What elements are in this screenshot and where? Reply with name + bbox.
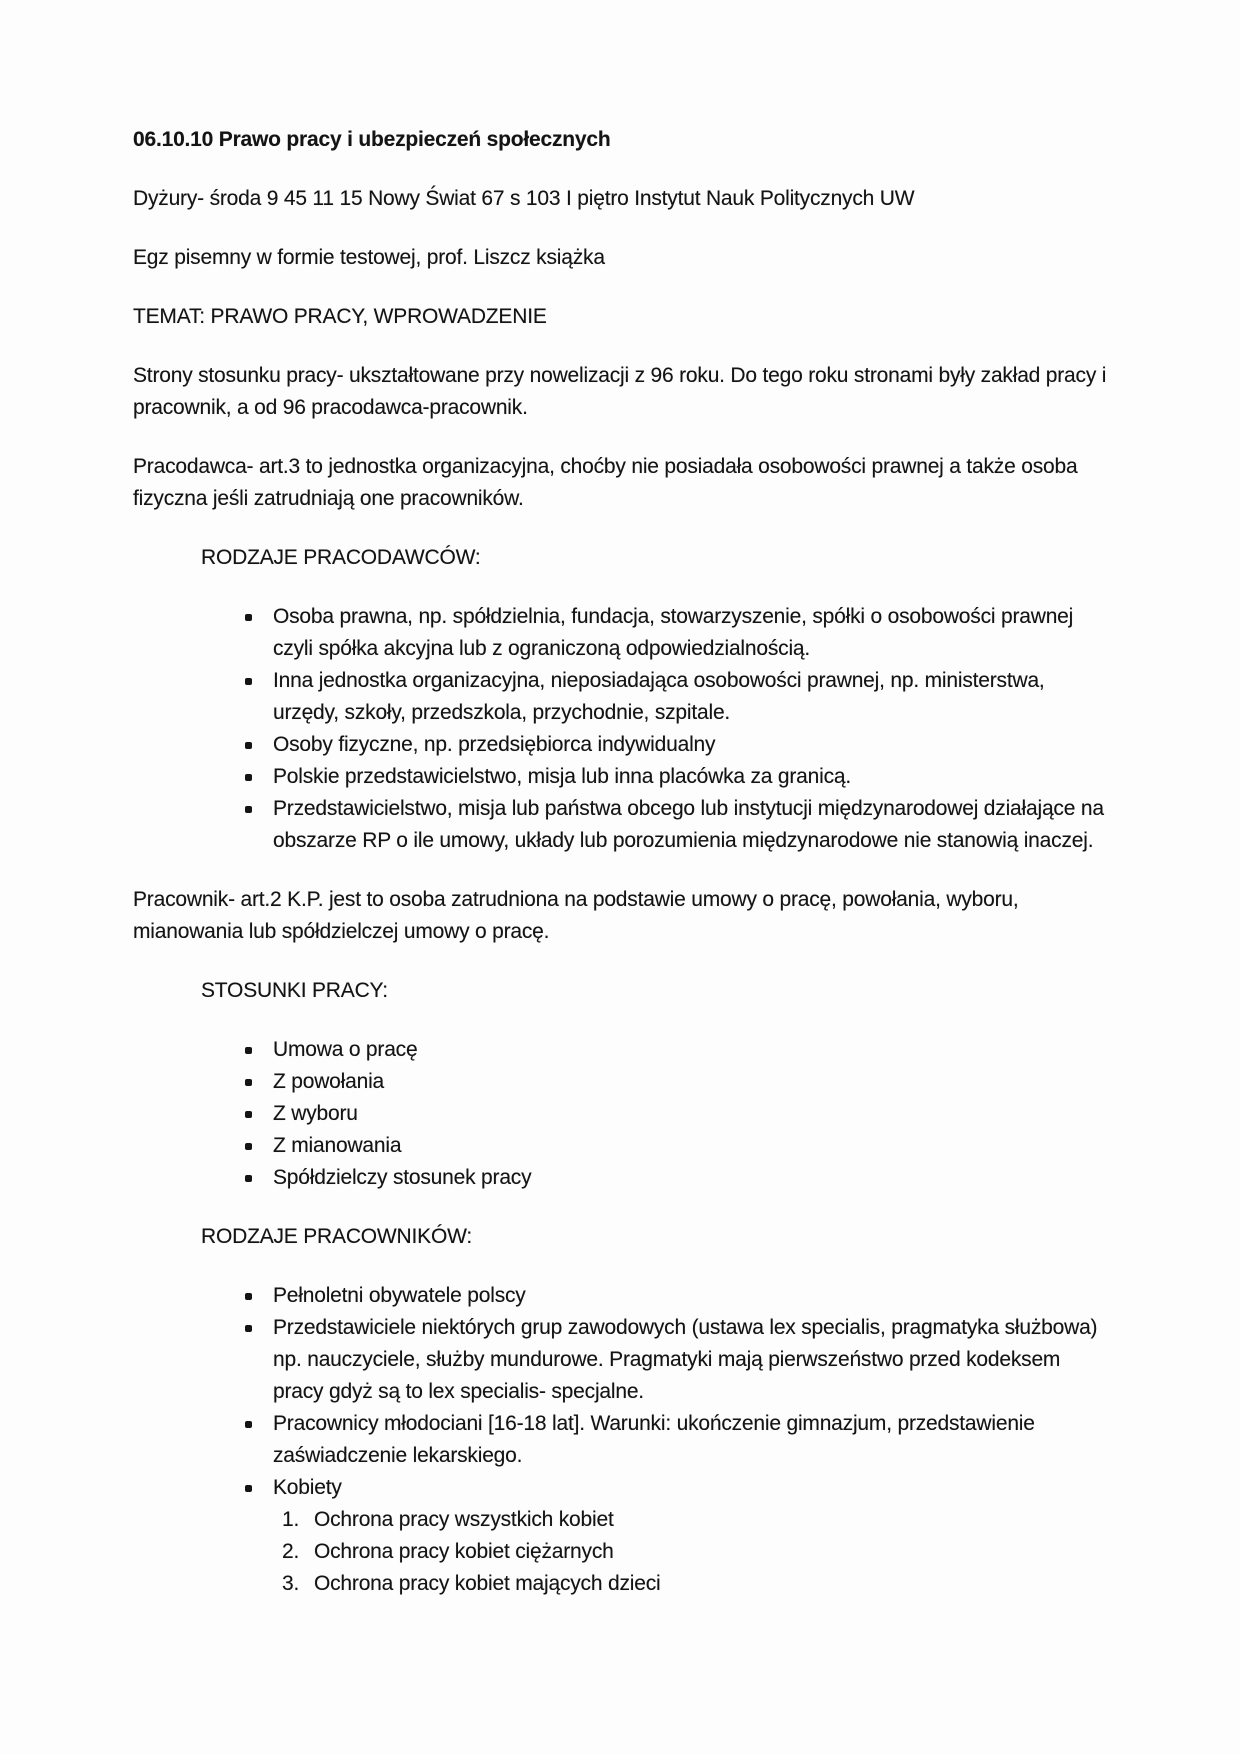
numbered-sub-item: [133, 1536, 1107, 1568]
list-item: [133, 761, 1107, 793]
list-item-text: Pełnoletni obywatele polscy: [273, 1284, 526, 1307]
para-pracodawca-definition: Pracodawca- art.3 to jednostka organizacyjna, choćby nie posiadała osobowości prawnej a także osoba fizyczna jeśli zatrudniają one pracowników.: [133, 455, 1078, 510]
list-item: [133, 1034, 1107, 1066]
list-item: [133, 1098, 1107, 1130]
list-item-text: Osoby fizyczne, np. przedsiębiorca indywidualny: [273, 733, 716, 756]
doc-title: 06.10.10 Prawo pracy i ubezpieczeń społecznych: [133, 128, 611, 151]
list-item-text: Osoba prawna, np. spółdzielnia, fundacja, stowarzyszenie, spółki o osobowości prawnej czyli spółka akcyjna lub z ograniczoną odpowiedzialnością.: [273, 605, 1074, 660]
sub-item-text: Ochrona pracy kobiet mających dzieci: [314, 1572, 661, 1595]
list-item-text: Z mianowania: [273, 1134, 402, 1157]
numbered-sub-item: [133, 1504, 1107, 1536]
numbered-sub-item: [133, 1568, 1107, 1600]
heading-rodzaje-pracownikow: RODZAJE PRACOWNIKÓW:: [201, 1225, 472, 1248]
list-item: [133, 1472, 1107, 1504]
list-item: [133, 1162, 1107, 1194]
para-pracownik-definition: Pracownik- art.2 K.P. jest to osoba zatrudniona na podstawie umowy o pracę, powołania, wyboru, mianowania lub spółdzielczej umowy o pracę.: [133, 888, 1019, 943]
sub-item-number: 3.: [282, 1572, 300, 1595]
para-strony-stosunku-pracy: Strony stosunku pracy- ukształtowane przy nowelizacji z 96 roku. Do tego roku stronami były zakład pracy i pracownik, a od 96 pracodawca-pracownik.: [133, 364, 1107, 419]
office-hours-line: Dyżury- środa 9 45 11 15 Nowy Świat 67 s 103 I piętro Instytut Nauk Politycznych UW: [133, 187, 915, 210]
list-item: [133, 729, 1107, 761]
exam-info-line: Egz pisemny w formie testowej, prof. Liszcz książka: [133, 246, 605, 269]
list-rodzaje-pracownikow: [133, 1280, 1107, 1600]
list-item: [133, 665, 1107, 729]
heading-rodzaje-pracodawcow: RODZAJE PRACODAWCÓW:: [201, 546, 481, 569]
list-item: [133, 1130, 1107, 1162]
list-item-text: Z powołania: [273, 1070, 385, 1093]
list-item-text: Spółdzielczy stosunek pracy: [273, 1166, 532, 1189]
list-item-text: Pracownicy młodociani [16-18 lat]. Warunki: ukończenie gimnazjum, przedstawienie zaświadczenie lekarskiego.: [273, 1412, 1035, 1467]
list-stosunki-pracy: [133, 1034, 1107, 1194]
sub-item-number: 2.: [282, 1540, 300, 1563]
list-item: [133, 793, 1107, 857]
list-item: [133, 601, 1107, 665]
list-rodzaje-pracodawcow: [133, 601, 1107, 857]
list-item-text: Przedstawicielstwo, misja lub państwa obcego lub instytucji międzynarodowej działające na obszarze RP o ile umowy, układy lub porozumienia międzynarodowe nie stanowią inaczej.: [273, 797, 1104, 852]
list-item: [133, 1312, 1107, 1408]
heading-stosunki-pracy: STOSUNKI PRACY:: [201, 979, 388, 1002]
list-item-text: Umowa o pracę: [273, 1038, 418, 1061]
sub-item-text: Ochrona pracy wszystkich kobiet: [314, 1508, 614, 1531]
list-item-text: Inna jednostka organizacyjna, nieposiadająca osobowości prawnej, np. ministerstwa, urzędy, szkoły, przedszkola, przychodnie, szpitale.: [273, 669, 1045, 724]
sub-item-number: 1.: [282, 1508, 300, 1531]
list-item: [133, 1066, 1107, 1098]
list-item-text: Polskie przedstawicielstwo, misja lub inna placówka za granicą.: [273, 765, 852, 788]
list-item: [133, 1280, 1107, 1312]
list-item: [133, 1408, 1107, 1472]
list-item-text: Z wyboru: [273, 1102, 358, 1125]
topic-line: TEMAT: PRAWO PRACY, WPROWADZENIE: [133, 305, 547, 328]
sub-item-text: Ochrona pracy kobiet ciężarnych: [314, 1540, 614, 1563]
list-item-text: Kobiety: [273, 1476, 342, 1499]
list-item-text: Przedstawiciele niektórych grup zawodowych (ustawa lex specialis, pragmatyka służbowa) np. nauczyciele, służby mundurowe. Pragmatyki mają pierwszeństwo przed kodeksem pracy gdyż są to lex specialis- specjalne.: [273, 1316, 1098, 1403]
